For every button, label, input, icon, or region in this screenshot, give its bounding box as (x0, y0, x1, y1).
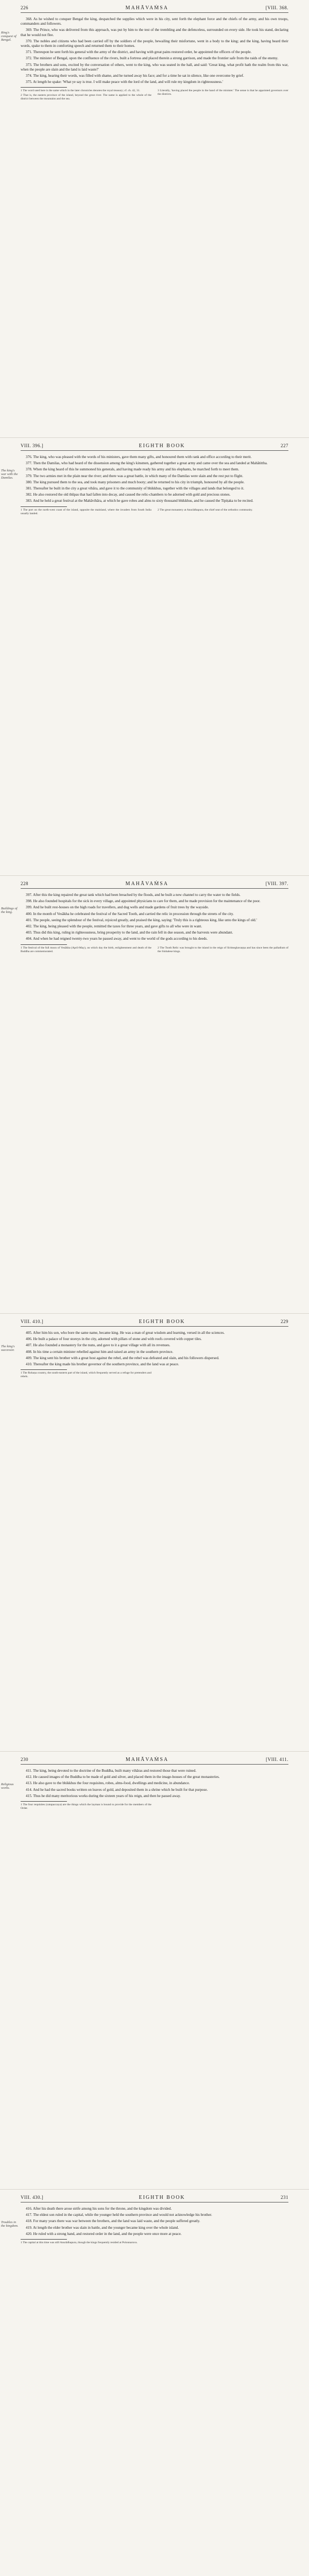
page-number-left: VIII. 410.] (21, 1319, 44, 1324)
verse-paragraph: 414. And he had the sacred books written on leaves of gold, and deposited them in a shrine which he built for that purpose. (26, 1787, 208, 1792)
footnote: 1 The four requisites (catupaccaya) are the things which the layman is bound to provide for the members of the Order. (21, 1803, 151, 1810)
verse-paragraph: 398. He also founded hospitals for the sick in every village, and appointed physicians to care for them, and he made provision for the maintenance of the poor. (26, 899, 261, 904)
page-number-left: VIII. 430.] (21, 2195, 44, 2200)
book-page (0, 876, 309, 1314)
verse-paragraph: 399. And he built rest-houses on the high roads for travellers, and dug wells and made gardens of fruit trees by the wayside. (26, 905, 209, 910)
body-text (21, 1769, 288, 1799)
verse-paragraph: 402. The king, being pleased with the people, remitted the taxes for three years, and gave gifts to all who were in want. (26, 924, 202, 929)
verse-paragraph: 413. He also gave to the bhikkhus the four requisites, robes, alms-food, dwellings and medicine, in abundance. (26, 1781, 190, 1786)
margin-note: Ring's conquest of Bengal. (1, 31, 16, 42)
verse-paragraph: 378. When the king heard of this he summoned his generals, and having made ready his army and his elephants, he marched forth to meet them. (26, 467, 239, 472)
verse-paragraph: 406. He built a palace of four storeys in the city, adorned with pillars of stone and with roofs covered with copper tiles. (26, 1337, 202, 1342)
footnotes (21, 1803, 288, 1810)
page-number-right: [VIII. 411. (266, 1757, 288, 1762)
verse-paragraph: 401. The people, seeing the splendour of the festival, rejoiced greatly, and praised the king, saying: 'Truly this is a righteous king, like unto the kings of old.' (26, 918, 257, 922)
verse-paragraph: 380. The king pursued them to the sea, and took many prisoners and much booty; and he returned to his city in triumph, honoured by all the people. (26, 480, 245, 484)
verse-paragraph: 368. As he wished to conquer Bengal the king, despatched the supplies which were in his city, sent forth the elephant force and the chiefs of the army, and his own troops, commanders and followers. (21, 17, 288, 26)
page-number-right: 227 (280, 443, 288, 448)
margin-note: Troubles in the kingdom. (1, 2221, 19, 2228)
verse-paragraph: 416. After his death there arose strife among his sons for the throne, and the kingdom was divided. (26, 2207, 172, 2211)
verse-paragraph: 417. The eldest son ruled in the capital, while the younger held the southern province and would not acknowledge his brother. (26, 2213, 212, 2217)
margin-note: Religious works. (1, 1783, 14, 1790)
running-head (21, 881, 288, 889)
footnote: 1 The word used here is the same which in the later chronicles denotes the royal treasury; cf. ch. 42, 31. (21, 89, 140, 93)
verse-paragraph: 415. Thus he did many meritorious works during the sixteen years of his reign, and then he passed away. (26, 1793, 181, 1798)
verse-paragraph: 374. The king, hearing their words, was filled with shame, and he turned away his face; and for a time he sat in silence, like one overcome by grief. (26, 74, 244, 78)
footnote-rule (21, 506, 67, 507)
running-title: MAHĀVAṀSA (125, 1757, 169, 1762)
verse-paragraph: 419. At length the elder brother was slain in battle, and the younger became king over the whole island. (26, 2225, 179, 2230)
running-title: MAHĀVAṀSA (125, 5, 169, 11)
margin-note: Buildings of the king. (1, 907, 18, 914)
verse-paragraph: 412. He caused images of the Buddha to be made of gold and silver, and placed them in the image-houses of the great monasteries. (26, 1775, 220, 1780)
verse-paragraph: 373. The brothers and sons, excited by the conversation of others, went to the king, who was seated in the hall, and said: 'Great king, what profit hath the realm from this war, when the people are slain and the land is laid waste?' (21, 62, 288, 72)
body-text (21, 455, 288, 504)
body-text (21, 17, 288, 84)
footnotes (21, 89, 288, 101)
footnote: 1 The capital at this time was still Anurādhapura, though the kings frequently resided at Polonnaruva. (21, 2241, 138, 2245)
footnote: 2 That is, the eastern province of the island, beyond the great river. The name is applied to the whole of the district between the mountains and the sea. (21, 94, 151, 101)
running-head (21, 2195, 288, 2202)
footnote-rule (21, 1369, 67, 1370)
footnotes (21, 1371, 288, 1379)
footnote-rule (21, 944, 67, 945)
page-number-left: VIII. 396.] (21, 443, 44, 448)
page-number-right: 231 (280, 2195, 288, 2200)
footnotes (21, 2241, 288, 2245)
running-title: EIGHTH BOOK (139, 443, 185, 449)
footnotes (21, 946, 288, 955)
footnote-rule (21, 2239, 67, 2240)
running-head (21, 5, 288, 13)
footnote: 1 The Rohaṇa country, the south-eastern part of the island, which frequently served as a refuge for pretenders and rebels. (21, 1371, 151, 1379)
verse-paragraph: 376. The king, who was pleased with the words of his ministers, gave them many gifts, and honoured them with rank and office according to their merit. (26, 455, 252, 459)
footnote-rule (21, 87, 67, 88)
body-text (21, 893, 288, 942)
verse-paragraph: 383. And he held a great festival at the Mahāvihāra, at which he gave robes and alms to sixty thousand bhikkhus, and he caused the Tipiṭaka to be recited. (26, 499, 253, 503)
footnote-rule (21, 1801, 67, 1802)
book-page (0, 1752, 309, 2190)
verse-paragraph: 420. He ruled with a strong hand, and restored order in the land, and the people were once more at peace. (26, 2231, 182, 2236)
footnote: 2 The great monastery at Anurādhapura, the chief seat of the orthodox community. (158, 508, 253, 512)
verse-paragraph: 409. The king sent his brother with a great host against the rebel, and the rebel was defeated and slain, and his followers dispersed. (26, 1355, 219, 1360)
page-number-right: 229 (280, 1319, 288, 1324)
page-number-left: 230 (21, 1757, 28, 1762)
verse-paragraph: 397. After this the king repaired the great tank which had been breached by the floods, and he built a new channel to carry the water to the fields. (26, 893, 241, 897)
verse-paragraph: 405. After him his son, who bore the same name, became king. He was a man of great wisdom and learning, versed in all the sciences. (26, 1331, 225, 1335)
verse-paragraph: 408. In his time a certain minister rebelled against him and raised an army in the southern province. (26, 1349, 174, 1354)
verse-paragraph: 382. He also restored the old thūpas that had fallen into decay, and caused the relic-chambers to be adorned with gold and precious stones. (26, 493, 231, 497)
body-text (21, 2207, 288, 2236)
verse-paragraph: 381. Thereafter he built in the city a great vihāra, and gave it to the community of bhikkhus, together with the villages and lands that belonged to it. (26, 486, 245, 491)
running-title: MAHĀVAṀSA (125, 881, 169, 887)
body-text (21, 1331, 288, 1367)
running-title: EIGHTH BOOK (139, 2195, 185, 2200)
verse-paragraph: 418. For many years there was war between the brothers, and the land was laid waste, and the people suffered greatly. (26, 2219, 200, 2224)
verse-paragraph: 404. And when he had reigned twenty-two years he passed away, and went to the world of the gods according to his deeds. (26, 937, 208, 941)
margin-note: The king's successor. (1, 1345, 15, 1352)
footnote: 1 The port on the north-west coast of the island, opposite the mainland, where the invaders from South India usually landed. (21, 508, 151, 515)
footnote: 3 Literally, 'having placed the people in the hand of the minister.' The sense is that he appointed governors over the districts. (158, 89, 288, 96)
book-page (0, 1314, 309, 1752)
verse-paragraph: 400. In the month of Vesākha he celebrated the festival of the Sacred Tooth, and carried the relic in procession through the streets of the city. (26, 911, 234, 916)
verse-paragraph: 369. The Prince, who was delivered from this approach, was put by him to the test of the trembling and the defenceless, surrounded on every side. He took his stand, declaring that he would not flee. (21, 28, 288, 37)
running-title: EIGHTH BOOK (139, 1319, 185, 1325)
verse-paragraph: 372. The minister of Bengal, upon the confluence of the rivers, built a fortress and placed therein a strong garrison, and made the frontier safe from the raids of the enemy. (26, 56, 279, 61)
verse-paragraph: 403. Thus did this king, ruling in righteousness, bring prosperity to the land, and the rain fell in due season, and the harvests were abundant. (26, 930, 233, 935)
margin-note: The king's war with the Damilas. (1, 469, 18, 480)
verse-paragraph: 375. At length he spake: 'What ye say is true. I will make peace with the lord of the land, and will rule my kingdom in righteousness.' (26, 80, 224, 84)
book-page (0, 2190, 309, 2576)
book-page (0, 438, 309, 876)
page-number-left: 226 (21, 5, 28, 10)
page-number-right: [VIII. 397. (265, 881, 288, 886)
verse-paragraph: 370. The nobles and citizens who had been carried off by the soldiers of the people, bewailing their misfortune, went in a body to the king; and the king, having heard their words, spake to them in comforting speech and returned them to their homes. (21, 39, 288, 48)
verse-paragraph: 411. The king, being devoted to the doctrine of the Buddha, built many vihāras and restored those that were ruined. (26, 1769, 197, 1773)
running-head (21, 1757, 288, 1765)
footnotes (21, 509, 288, 516)
running-head (21, 1319, 288, 1327)
verse-paragraph: 410. Thereafter the king made his brother governor of the southern province, and the land was at peace. (26, 1362, 179, 1367)
verse-paragraph: 371. Thereupon he sent forth his general with the army of the district, and having with great pains restored order, he appointed the officers of the people. (26, 50, 252, 55)
footnote: 2 The Tooth Relic was brought to the island in the reign of Sirimeghavaṇṇa and has since been the palladium of the Sinhalese kings. (158, 946, 288, 953)
footnote: 1 The festival of the full moon of Vesākha (April-May), on which day the birth, enlightenment and death of the Buddha are commemorated. (21, 946, 151, 953)
page-number-right: [VIII. 368. (265, 5, 288, 10)
page-number-left: 228 (21, 881, 28, 886)
running-head (21, 443, 288, 451)
verse-paragraph: 379. The two armies met in the plain near the river; and there was a great battle, in which many of the Damilas were slain and the rest put to flight. (26, 473, 244, 478)
verse-paragraph: 377. Then the Damilas, who had heard of the dissension among the king's kinsmen, gathered together a great army and came over the sea and landed at Mahātittha. (26, 461, 268, 466)
verse-paragraph: 407. He also founded a monastery for the nuns, and gave to it a great village with all its revenues. (26, 1343, 170, 1348)
book-page (0, 0, 309, 438)
